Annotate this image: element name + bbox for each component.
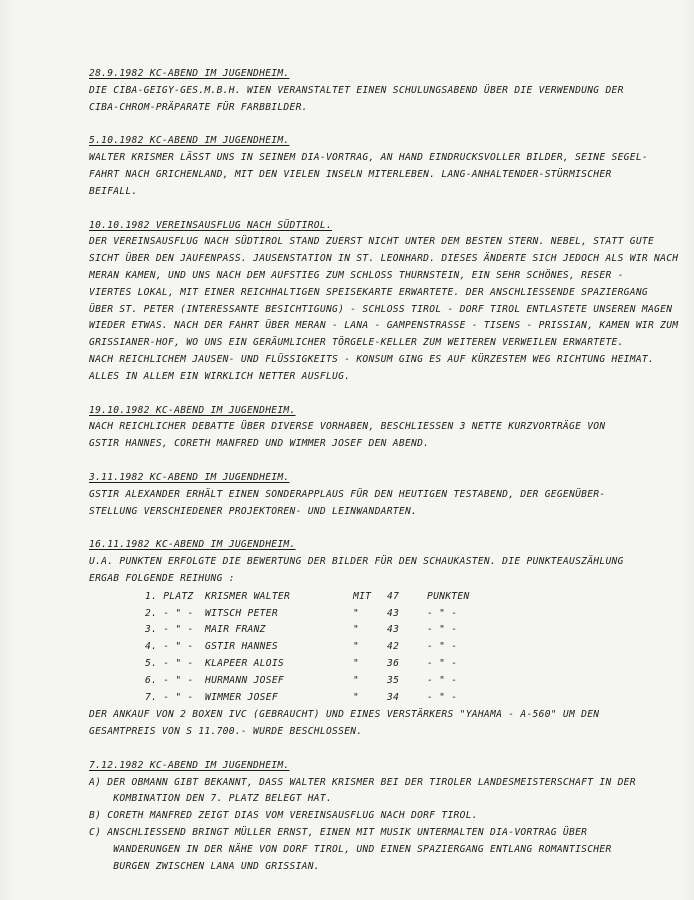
ranking-name: MAIR FRANZ bbox=[205, 624, 266, 636]
ranking-mit: " bbox=[353, 657, 360, 669]
ranking-unit: - " - bbox=[427, 674, 458, 686]
entry-1982-11-03 bbox=[89, 470, 649, 520]
ranking-mit: " bbox=[353, 641, 360, 653]
entry-line: C) ANSCHLIESSEND BRINGT MÜLLER ERNST, EINEN MIT MUSIK UNTERMALTEN DIA-VORTRAG ÜBER bbox=[89, 827, 588, 839]
entry-line: SICHT ÜBER DEN JAUFENPASS. JAUSENSTATION IN ST. LEONHARD. DIESES ÄNDERTE SICH JEDOCH ALS WIR NACH bbox=[89, 253, 679, 265]
ranking-unit: - " - bbox=[427, 641, 458, 653]
ranking-points: 42 bbox=[387, 641, 400, 653]
ranking-points: 47 bbox=[387, 590, 400, 602]
entry-heading: 3.11.1982 KC-ABEND IM JUGENDHEIM. bbox=[89, 471, 290, 483]
entry-line: GSTIR ALEXANDER ERHÄLT EINEN SONDERAPPLAUS FÜR DEN HEUTIGEN TESTABEND, DER GEGENÜBER- bbox=[89, 488, 606, 500]
entry-heading: 19.10.1982 KC-ABEND IM JUGENDHEIM. bbox=[89, 404, 296, 416]
ranking-points: 43 bbox=[387, 607, 400, 619]
ranking-mit: " bbox=[353, 691, 360, 703]
entry-line: A) DER OBMANN GIBT BEKANNT, DASS WALTER KRISMER BEI DER TIROLER LANDESMEISTERSCHAFT IN DER bbox=[89, 776, 636, 788]
entry-line: DER ANKAUF VON 2 BOXEN IVC (GEBRAUCHT) UND EINES VERSTÄRKERS "YAHAMA - A-560" UM DEN bbox=[89, 709, 600, 721]
entry-line: DER VEREINSAUSFLUG NACH SÜDTIROL STAND ZUERST NICHT UNTER DEM BESTEN STERN. NEBEL, STATT GUTE bbox=[89, 236, 655, 248]
entry-line: GSTIR HANNES, CORETH MANFRED UND WIMMER JOSEF DEN ABEND. bbox=[89, 438, 430, 450]
entry-line: GESAMTPREIS VON S 11.700.- WURDE BESCHLOSSEN. bbox=[89, 726, 363, 738]
entry-line: BURGEN ZWISCHEN LANA UND GRISSIAN. bbox=[89, 860, 320, 872]
entry-line: NACH REICHLICHEM JAUSEN- UND FLÜSSIGKEITS - KONSUM GING ES AUF KÜRZESTEM WEG RICHTUNG HEIMAT. bbox=[89, 353, 655, 365]
entry-1982-09-28 bbox=[89, 66, 649, 116]
entry-1982-12-07 bbox=[89, 758, 649, 876]
ranking-place: 1. PLATZ bbox=[145, 590, 194, 602]
ranking-place: 3. - " - bbox=[145, 624, 194, 636]
entry-heading: 5.10.1982 KC-ABEND IM JUGENDHEIM. bbox=[89, 135, 290, 147]
ranking-unit: PUNKTEN bbox=[427, 590, 470, 602]
entry-line: B) CORETH MANFRED ZEIGT DIAS VOM VEREINSAUSFLUG NACH DORF TIROL. bbox=[89, 810, 478, 822]
entry-line: GRISSIANER-HOF, WO UNS EIN GERÄUMLICHER TÖRGELE-KELLER ZUM WEITEREN VERWEILEN ERWARTETE. bbox=[89, 337, 624, 349]
entry-heading: 7.12.1982 KC-ABEND IM JUGENDHEIM. bbox=[89, 759, 290, 771]
ranking-name: KRISMER WALTER bbox=[205, 590, 291, 602]
chronicle-text bbox=[89, 66, 679, 875]
entry-line: ÜBER ST. PETER (INTERESSANTE BESICHTIGUNG) - SCHLOSS TIROL - DORF TIROL ENTLASTETE UNSEREN MAGEN bbox=[89, 303, 673, 315]
entry-heading: 16.11.1982 KC-ABEND IM JUGENDHEIM. bbox=[89, 539, 296, 551]
ranking-mit: MIT bbox=[353, 590, 372, 602]
entry-line: STELLUNG VERSCHIEDENER PROJEKTOREN- UND LEINWANDARTEN. bbox=[89, 505, 418, 517]
ranking-points: 34 bbox=[387, 691, 400, 703]
ranking-row bbox=[145, 690, 507, 707]
ranking-points: 36 bbox=[387, 657, 400, 669]
ranking-unit: - " - bbox=[427, 657, 458, 669]
entry-line: ALLES IN ALLEM EIN WIRKLICH NETTER AUSFLUG. bbox=[89, 370, 351, 382]
ranking-place: 6. - " - bbox=[145, 674, 194, 686]
entry-line: NACH REICHLICHER DEBATTE ÜBER DIVERSE VORHABEN, BESCHLIESSEN 3 NETTE KURZVORTRÄGE VON bbox=[89, 421, 606, 433]
ranking-name: WITSCH PETER bbox=[205, 607, 278, 619]
ranking-mit: " bbox=[353, 607, 360, 619]
ranking-row bbox=[145, 589, 507, 606]
entry-line: FAHRT NACH GRICHENLAND, MIT DEN VIELEN INSELN MITERLEBEN. LANG-ANHALTENDER-STÜRMISCHER bbox=[89, 168, 612, 180]
ranking-row bbox=[145, 656, 507, 673]
entry-line: WALTER KRISMER LÄSST UNS IN SEINEM DIA-VORTRAG, AN HAND EINDRUCKSVOLLER BILDER, SEINE SEGEL- bbox=[89, 152, 648, 164]
ranking-row bbox=[145, 622, 507, 639]
entry-1982-10-19 bbox=[89, 403, 649, 453]
entry-line: MERAN KAMEN, UND UNS NACH DEM AUFSTIEG ZUM SCHLOSS THURNSTEIN, EIN SEHR SCHÖNES, RESER - bbox=[89, 269, 624, 281]
ranking-name: KLAPEER ALOIS bbox=[205, 657, 284, 669]
ranking-points: 35 bbox=[387, 674, 400, 686]
entry-line: BEIFALL. bbox=[89, 185, 138, 197]
entry-1982-11-16 bbox=[89, 537, 649, 741]
entry-1982-10-05 bbox=[89, 133, 649, 200]
entry-line: CIBA-CHROM-PRÄPARATE FÜR FARBBILDER. bbox=[89, 101, 308, 113]
ranking-place: 4. - " - bbox=[145, 641, 194, 653]
ranking-row bbox=[145, 606, 507, 623]
entry-line: DIE CIBA-GEIGY-GES.M.B.H. WIEN VERANSTALTET EINEN SCHULUNGSABEND ÜBER DIE VERWENDUNG DER bbox=[89, 84, 624, 96]
ranking-row bbox=[145, 673, 507, 690]
ranking-name: HURMANN JOSEF bbox=[205, 674, 284, 686]
entry-line: KOMBINATION DEN 7. PLATZ BELEGT HAT. bbox=[89, 793, 333, 805]
ranking-mit: " bbox=[353, 674, 360, 686]
entry-line: VIERTES LOKAL, MIT EINER REICHHALTIGEN SPEISEKARTE ERWARTETE. DER ANSCHLIESSENDE SPAZIERGANG bbox=[89, 286, 648, 298]
ranking-row bbox=[145, 639, 507, 656]
ranking-name: GSTIR HANNES bbox=[205, 641, 278, 653]
entry-1982-10-10 bbox=[89, 218, 679, 386]
entry-line: ERGAB FOLGENDE REIHUNG : bbox=[89, 572, 235, 584]
ranking-unit: - " - bbox=[427, 607, 458, 619]
ranking-mit: " bbox=[353, 624, 360, 636]
entry-line: WIEDER ETWAS. NACH DER FAHRT ÜBER MERAN - LANA - GAMPENSTRASSE - TISENS - PRISSIAN, KAMEN WIR ZUM bbox=[89, 320, 679, 332]
entry-line: WANDERUNGEN IN DER NÄHE VON DORF TIROL, UND EINEN SPAZIERGANG ENTLANG ROMANTISCHER bbox=[89, 843, 612, 855]
ranking-unit: - " - bbox=[427, 691, 458, 703]
ranking-unit: - " - bbox=[427, 624, 458, 636]
ranking-place: 5. - " - bbox=[145, 657, 194, 669]
ranking-table bbox=[145, 589, 507, 707]
entry-heading: 10.10.1982 VEREINSAUSFLUG NACH SÜDTIROL. bbox=[89, 219, 333, 231]
entry-line: U.A. PUNKTEN ERFOLGTE DIE BEWERTUNG DER BILDER FÜR DEN SCHAUKASTEN. DIE PUNKTEAUSZÄHLUNG bbox=[89, 556, 624, 568]
ranking-place: 7. - " - bbox=[145, 691, 194, 703]
ranking-name: WIMMER JOSEF bbox=[205, 691, 278, 703]
entry-heading: 28.9.1982 KC-ABEND IM JUGENDHEIM. bbox=[89, 68, 290, 79]
ranking-points: 43 bbox=[387, 624, 400, 636]
ranking-place: 2. - " - bbox=[145, 607, 194, 619]
